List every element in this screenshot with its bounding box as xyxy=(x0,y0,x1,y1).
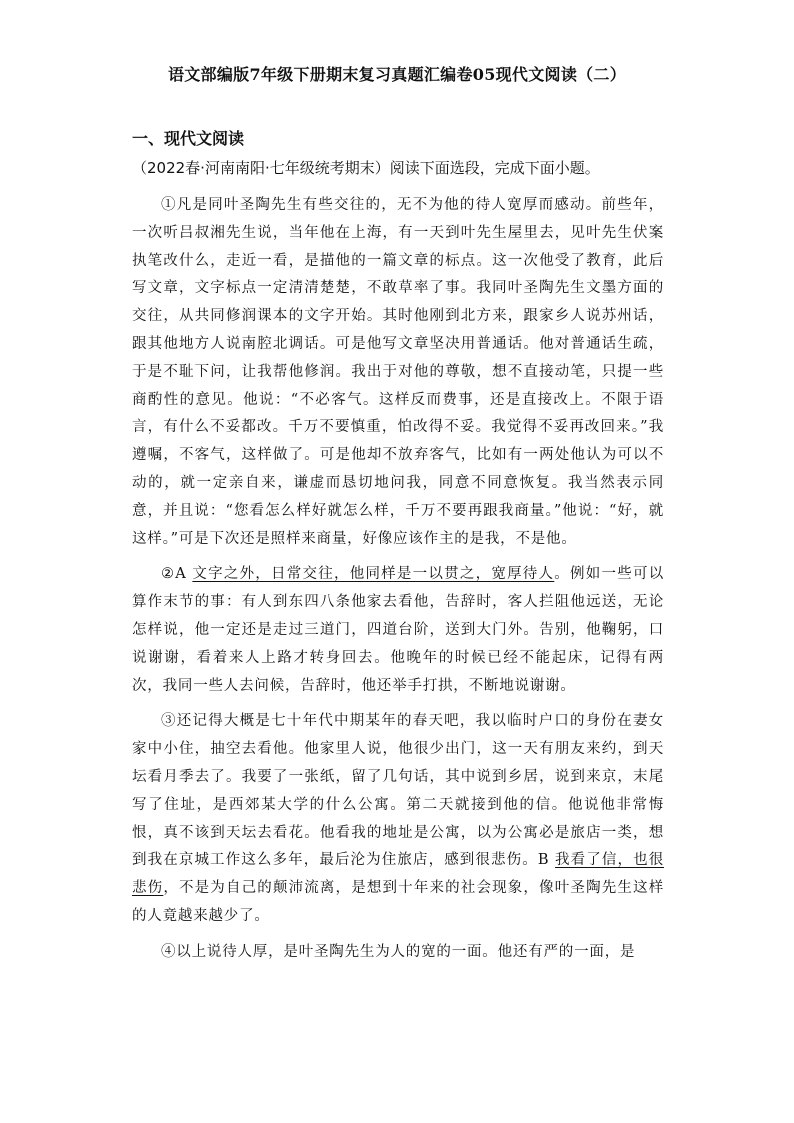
section-heading: 一、现代文阅读 xyxy=(132,129,245,148)
paragraph-1: ①凡是同叶圣陶先生有些交往的，无不为他的待人宽厚而感动。前些年，一次听吕叔湘先生说，当年他在上海，有一天到叶先生屋里去，见叶先生伏案执笔改什么，走近一看，是描他的一篇文章的标点。这一次他受了教育，此后写文章，文字标点一定清清楚楚，不敢草率了事。我同叶圣陶先生文墨方面的交往，从共同修润课本的文字开始。其时他刚到北方来，跟家乡人说苏州话，跟其他地方人说南腔北调话。可是他写文章坚决用普通话。他对普通话生疏，于是不耻下问，让我帮他修润。我出于对他的尊敬，想不直接动笔，只提一些商酌性的意见。他说：“不必客气。这样反而费事，还是直接改上。不限于语言，有什么不妥都改。千万不要慎重，怕改得不妥。我觉得不妥再改回来。”我遵嘱，不客气，这样做了。可是他却不放弃客气，比如有一两处他认为可以不动的，就一定亲自来，谦虚而恳切地问我，同意不同意恢复。我当然表示同意，并且说：“您看怎么样好就怎么样，千万不要再跟我商量。”他说：“好，就这样。”可是下次还是照样来商量，好像应该作主的是我，不是他。 xyxy=(132,197,664,547)
paragraph-3 xyxy=(132,708,664,930)
passage-body xyxy=(132,192,664,967)
underlined-sentence-b: 我看了信，也很悲伤 xyxy=(132,852,664,897)
document-title: 语文部编版7年级下册期末复习真题汇编卷05现代文阅读（二） xyxy=(167,65,627,84)
paragraph-3-rest: ，不是为自己的颠沛流离，是想到十年来的社会现象，像叶圣陶先生这样的人竟越来越少了。 xyxy=(132,880,664,924)
source-note: （2022春·河南南阳·七年级统考期末）阅读下面选段，完成下面小题。 xyxy=(132,159,600,177)
paragraph-3-text: ③还记得大概是七十年代中期某年的春天吧，我以临时户口的身份在妻女家中小住，抽空去看他。他家里人说，他很少出门，这一天有朋友来约，到天坛看月季去了。我要了一张纸，留了几句话，其中说到乡居，说到来京，末尾写了住址，是西郊某大学的什么公寓。第二天就接到他的信。他说他非常悔恨，真不该到天坛去看花。他看我的地址是公寓，以为公寓必是旅店一类，想到我在京城工作这么多年，最后沦为住旅店，感到很悲伤。B xyxy=(132,713,664,869)
underlined-sentence-a: 文字之外，日常交往，他同样是一以贯之，宽厚待人 xyxy=(192,566,555,583)
marker-a: ②A xyxy=(161,566,193,583)
paragraph-2-text: 。例如一些可以算作末节的事：有人到东四八条他家去看他，告辞时，客人拦阻他远送，无论怎样说，他一定还是走过三道门，四道台阶，送到大门外。告别，他鞠躬，口说谢谢，看着来人上路才转身回去。他晚年的时候已经不能起床，记得有两次，我同一些人去问候，告辞时，他还举手打拱，不断地说谢谢。 xyxy=(132,566,664,694)
paragraph-2 xyxy=(132,561,664,700)
paragraph-4: ④以上说待人厚，是叶圣陶先生为人的宽的一面。他还有严的一面，是 xyxy=(161,943,636,960)
